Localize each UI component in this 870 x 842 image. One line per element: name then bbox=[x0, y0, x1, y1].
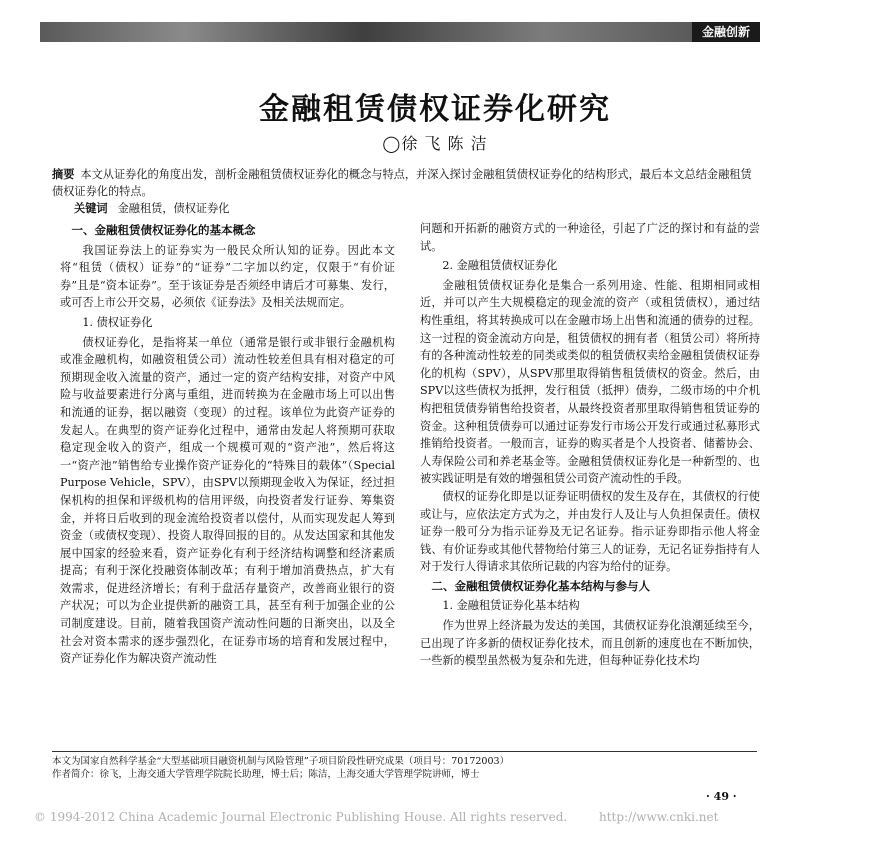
paragraph: 问题和开拓新的融资方式的一种途径，引起了广泛的探讨和有益的尝试。 bbox=[420, 222, 760, 253]
subsection-heading: 2. 金融租赁债权证券化 bbox=[442, 259, 558, 273]
footnote-authors: 作者简介：徐飞，上海交通大学管理学院院长助理，博士后；陈洁，上海交通大学管理学院讲师，博士 bbox=[52, 769, 480, 780]
keywords bbox=[74, 200, 229, 216]
copyright-bar bbox=[34, 810, 834, 824]
abstract bbox=[52, 166, 757, 200]
subsection-heading: 1. 金融租赁证券化基本结构 bbox=[442, 599, 580, 613]
paragraph: 金融租赁债权证券化是集合一系列用途、性能、租期相同或相近，并可以产生大规模稳定的现金流的资产（或租赁债权），通过结构性重组，将其转换成可以在金融市场上出售和流通的债券的过程。这一过程的资金流动方向是，租赁债权的拥有者（租赁公司）将所持有的各种流动性较差的同类或类似的租赁债权卖给金融租赁债权证券化的机构（SPV），从SPV那里取得销售租赁债权的资金。然后，由SPV以这些债权为抵押，发行租赁（抵押）债券，二级市场的中介机构把租赁债券销售给投资者，从最终投资者那里取得销售租赁证券的资金。这种租赁债券可以通过证券发行市场公开发行或通过私募形式推销给投资者。一般而言，证券的购买者是个人投资者、储蓄协会、人寿保险公司和养老基金等。金融租赁债权证券化是一种新型的、也被实践证明是有效的增强租赁公司资产流动性的手段。 bbox=[420, 278, 760, 486]
paragraph: 债权证券化，是指将某一单位（通常是银行或非银行金融机构或准金融机构，如融资租赁公司）流动性较差但具有相对稳定的可预期现金收入流量的资产，通过一定的资产结构安排，对资产中风险与收益要素进行分离与重组，进而转换为在金融市场上可以出售和流通的证券，据以融资（变现）的过程。该单位为此资产证券的发起人。在典型的资产证券化过程中，通常由发起人将预期可获取稳定现金收入的资产，组成一个规模可观的“资产池”，然后将这一“资产池”销售给专业操作资产证券化的“特殊目的载体”（Special Purpose Vehicle，SPV），由SPV以预期现金收入为保证，经过担保机构的担保和评级机构的信用评级，向投资者发行证券、筹集资金，并将日后收到的现金流给投资者以偿付，从而实现发起人筹到资金（或债权变现）、投资人取得回报的目的。从发达国家和其他发展中国家的经验来看，资产证券化有利于经济结构调整和经济素质提高；有利于深化投融资体制改革；有利于增加消费热点，扩大有效需求，促进经济增长；有利于盘活存量资产，改善商业银行的资产状况；可以为企业提供新的融资工具，甚至有利于加强企业的公司制度建设。目前，随着我国资产流动性问题的日渐突出，以及全社会对资本需求的逐步强烈化，在证券市场的培育和发展过程中，资产证券化作为解决资产流动性 bbox=[60, 335, 395, 666]
left-column bbox=[60, 220, 395, 668]
page-number: · 49 · bbox=[706, 790, 737, 803]
keywords-text: 金融租赁，债权证券化 bbox=[117, 202, 230, 215]
article-authors: ◯徐 飞 陈 洁 bbox=[382, 134, 488, 153]
subsection-heading: 1. 债权证券化 bbox=[82, 315, 153, 329]
header-band bbox=[40, 22, 760, 42]
copyright-notice: © 1994-2012 China Academic Journal Electronic Publishing House. All rights reserved. bbox=[34, 810, 568, 824]
paragraph: 作为世界上经济最为发达的美国，其债权证券化浪潮延续至今，已出现了许多新的债权证券化技术，而且创新的速度也在不断加快，一些新的模型虽然极为复杂和先进，但每种证券化技术均 bbox=[420, 619, 760, 668]
article-title: 金融租赁债权证券化研究 bbox=[259, 92, 611, 127]
footnote-fund: 本文为国家自然科学基金“大型基础项目融资机制与风险管理”子项目阶段性研究成果（项目号：70172003） bbox=[52, 756, 510, 767]
section-heading: 二、金融租赁债权证券化基本结构与参与人 bbox=[431, 578, 650, 593]
right-column bbox=[420, 220, 760, 670]
paragraph: 债权的证券化即是以证券证明债权的发生及存在，其债权的行使或让与，应依法定方式为之，并由发行人及让与人负担保责任。债权证券一般可分为指示证券及无记名证券。指示证券即指示他人将金钱、有价证券或其他代替物给付第三人的证券，无记名证券指持有人对于发行人得请求其依所记载的内容为给付的证券。 bbox=[420, 489, 760, 574]
keywords-label: 关键词 bbox=[74, 202, 108, 215]
footnote-divider bbox=[52, 751, 757, 752]
section-tag: 金融创新 bbox=[692, 22, 760, 42]
abstract-label: 摘要 bbox=[52, 168, 75, 181]
paragraph: 我国证券法上的证券实为一般民众所认知的证券。因此本文将“租赁（债权）证券”的“证券”二字加以约定，仅限于“有价证券”且是“资本证券”。至于该证券是否须经申请后才可募集、发行，或可否上市公开交易，必须依《证券法》及相关法规而定。 bbox=[60, 243, 395, 310]
section-heading: 一、金融租赁债权证券化的基本概念 bbox=[71, 223, 256, 237]
abstract-text: 本文从证券化的角度出发，剖析金融租赁债权证券化的概念与特点，并深入探讨金融租赁债权证券化的结构形式，最后本文总结金融租赁债权证券化的特点。 bbox=[52, 168, 752, 198]
copyright-url[interactable]: http://www.cnki.net bbox=[599, 810, 719, 824]
